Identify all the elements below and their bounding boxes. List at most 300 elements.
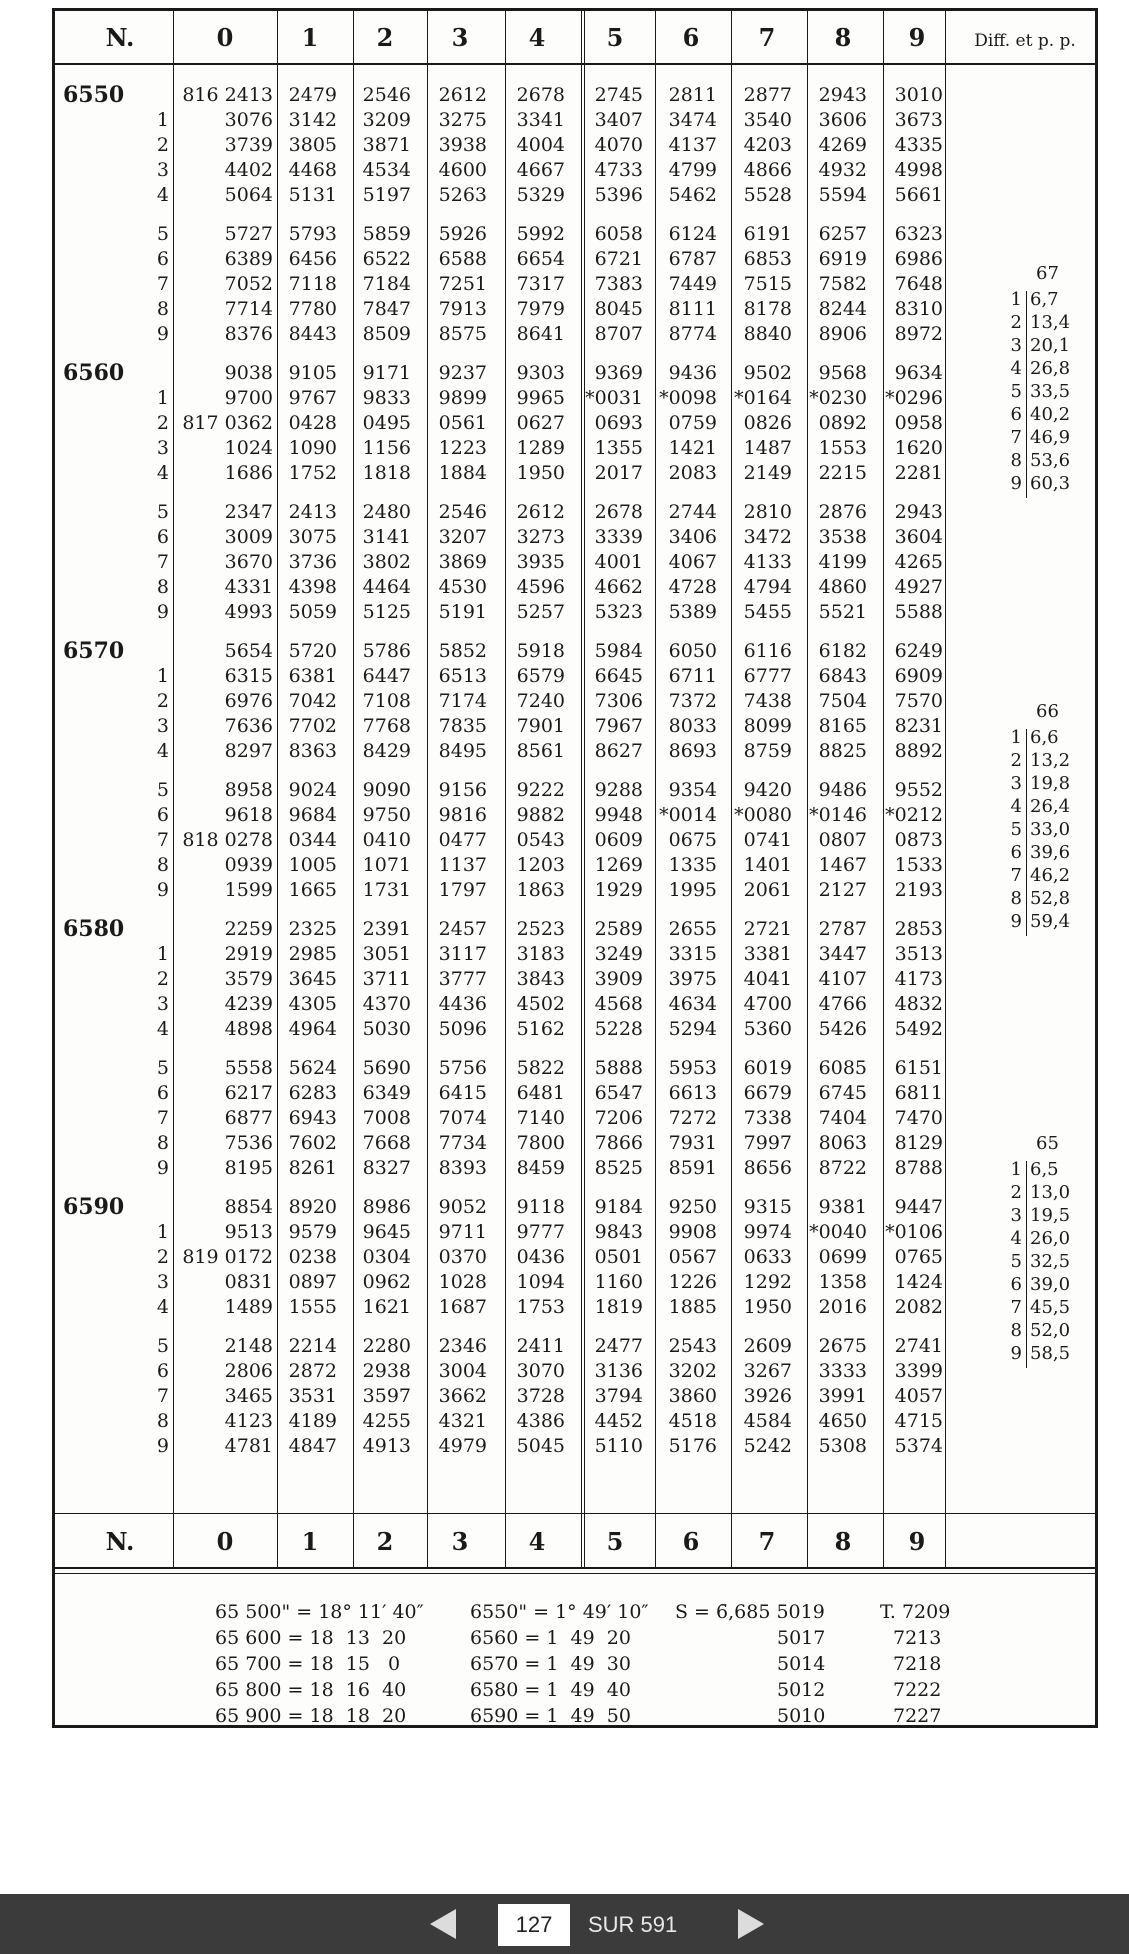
pp-line: [1000, 1181, 1095, 1204]
cell-5: 9184: [594, 1196, 643, 1218]
cell-7: 8099: [743, 715, 792, 737]
cell-0: 7052: [224, 273, 273, 295]
footer-s: 5012: [777, 1679, 826, 1701]
cell-3: 5191: [438, 601, 487, 623]
page-number-input[interactable]: 127: [498, 1904, 570, 1946]
cell-3: 5852: [438, 640, 487, 662]
cell-4: 2411: [516, 1335, 565, 1357]
cell-7: 8759: [743, 740, 792, 762]
cell-7: 5360: [743, 1018, 792, 1040]
pp-key: 6: [1010, 404, 1022, 425]
cell-6: 6050: [668, 640, 717, 662]
pp-line: [1000, 311, 1095, 334]
cell-9: 7570: [894, 690, 943, 712]
cell-2: 9645: [362, 1221, 411, 1243]
cell-3: 6513: [438, 665, 487, 687]
row-number: 3: [156, 993, 169, 1015]
cell-8: 8165: [818, 715, 867, 737]
cell-3: 4321: [438, 1410, 487, 1432]
cell-6: 9908: [668, 1221, 717, 1243]
pp-line: [1000, 1227, 1095, 1250]
cell-6: 6787: [668, 248, 717, 270]
cell-3: 8495: [438, 740, 487, 762]
cell-9: 6249: [894, 640, 943, 662]
cell-3: 9156: [438, 779, 487, 801]
column-footer: [55, 1515, 1095, 1567]
cell-0: 1024: [224, 437, 273, 459]
cell-1: 5793: [288, 223, 337, 245]
pp-line: [1000, 1250, 1095, 1273]
cell-8: 2943: [818, 84, 867, 106]
cell-2: 3871: [362, 134, 411, 156]
cell-4: 4667: [516, 159, 565, 181]
cell-3: 7174: [438, 690, 487, 712]
cell-8: 3991: [818, 1385, 867, 1407]
cell-8: 6745: [818, 1082, 867, 1104]
cell-7: 2609: [743, 1335, 792, 1357]
cell-9: 4998: [894, 159, 943, 181]
pp-key: 6: [1010, 1274, 1022, 1295]
cell-3: 3207: [438, 526, 487, 548]
cell-2: 7184: [362, 273, 411, 295]
cell-4: 9965: [516, 387, 565, 409]
cell-9: 3399: [894, 1360, 943, 1382]
cell-3: 1687: [438, 1296, 487, 1318]
cell-6: 5953: [668, 1057, 717, 1079]
header-col-9: 9: [908, 1527, 926, 1556]
cell-3: 4979: [438, 1435, 487, 1457]
cell-6: 7931: [668, 1132, 717, 1154]
cell-3: 5263: [438, 184, 487, 206]
cell-9: 2082: [894, 1296, 943, 1318]
header-col-4: 4: [528, 1527, 546, 1556]
cell-7: 3381: [743, 943, 792, 965]
cell-9: 8788: [894, 1157, 943, 1179]
cell-9: 7648: [894, 273, 943, 295]
cell-6: 4067: [668, 551, 717, 573]
cell-6: 7449: [668, 273, 717, 295]
footer-s: 5017: [777, 1627, 826, 1649]
next-page-icon[interactable]: [738, 1909, 764, 1939]
pp-bar: [1026, 1161, 1027, 1368]
footer-rule: [55, 1567, 1095, 1569]
cell-1: 3531: [288, 1385, 337, 1407]
cell-6: 7272: [668, 1107, 717, 1129]
cell-0: 3076: [224, 109, 273, 131]
pp-line: [1000, 795, 1095, 818]
footer-mid: 6590 = 1 49 50: [470, 1705, 631, 1727]
cell-2: 0962: [362, 1271, 411, 1293]
cell-9: 8972: [894, 323, 943, 345]
cell-4: 6654: [516, 248, 565, 270]
row-number: 5: [156, 779, 169, 801]
cell-3: 6415: [438, 1082, 487, 1104]
row-number: 4: [156, 740, 169, 762]
cell-1: 7042: [288, 690, 337, 712]
row-number: 1: [156, 943, 169, 965]
cell-9: 5588: [894, 601, 943, 623]
cell-6: 5389: [668, 601, 717, 623]
column-divider: [655, 11, 656, 1567]
cell-8: 4269: [818, 134, 867, 156]
cell-6: 1226: [668, 1271, 717, 1293]
cell-1: 8363: [288, 740, 337, 762]
cell-2: 8509: [362, 323, 411, 345]
cell-1: 6283: [288, 1082, 337, 1104]
cell-3: 4530: [438, 576, 487, 598]
row-number: 2: [156, 690, 169, 712]
cell-2: 5030: [362, 1018, 411, 1040]
cell-3: 3662: [438, 1385, 487, 1407]
cell-2: 4255: [362, 1410, 411, 1432]
pp-line: [1000, 749, 1095, 772]
cell-1: 3645: [288, 968, 337, 990]
row-number: 5: [156, 1335, 169, 1357]
footer-mid: 6570 = 1 49 30: [470, 1653, 631, 1675]
cell-1: 7780: [288, 298, 337, 320]
cell-5: 4070: [594, 134, 643, 156]
cell-5: 7967: [594, 715, 643, 737]
cell-0: 817 0362: [182, 412, 273, 434]
pp-key: 2: [1010, 312, 1022, 333]
cell-7: 6853: [743, 248, 792, 270]
cell-4: 9882: [516, 804, 565, 826]
cell-1: 1555: [288, 1296, 337, 1318]
row-number: 9: [156, 601, 169, 623]
cell-4: 2678: [516, 84, 565, 106]
cell-1: 1090: [288, 437, 337, 459]
cell-0: 2259: [224, 918, 273, 940]
row-number: 8: [156, 1410, 169, 1432]
cell-2: 3141: [362, 526, 411, 548]
cell-7: 4203: [743, 134, 792, 156]
cell-3: 9237: [438, 362, 487, 384]
cell-3: 0477: [438, 829, 487, 851]
cell-8: 9381: [818, 1196, 867, 1218]
cell-2: 1731: [362, 879, 411, 901]
header-rule: [55, 63, 1095, 65]
pp-line: [1000, 841, 1095, 864]
pp-key: 2: [1010, 1182, 1022, 1203]
cell-4: 4596: [516, 576, 565, 598]
cell-8: 5594: [818, 184, 867, 206]
cell-5: 4568: [594, 993, 643, 1015]
cell-1: 1665: [288, 879, 337, 901]
pp-line: [1000, 1273, 1095, 1296]
cell-1: 2413: [288, 501, 337, 523]
cell-8: 4860: [818, 576, 867, 598]
cell-2: 6522: [362, 248, 411, 270]
cell-9: 7470: [894, 1107, 943, 1129]
cell-0: 3465: [224, 1385, 273, 1407]
cell-9: 0873: [894, 829, 943, 851]
cell-7: 2149: [743, 462, 792, 484]
header-col-2: 2: [376, 1527, 394, 1556]
cell-1: 7702: [288, 715, 337, 737]
cell-5: 6645: [594, 665, 643, 687]
cell-6: 1995: [668, 879, 717, 901]
cell-9: 6151: [894, 1057, 943, 1079]
cell-3: 2546: [438, 501, 487, 523]
header-col-7: 7: [758, 23, 776, 52]
cell-1: 9105: [288, 362, 337, 384]
header-n: N.: [105, 23, 135, 52]
pp-value: 52,0: [1030, 1320, 1071, 1341]
cell-8: 8825: [818, 740, 867, 762]
cell-9: *0296: [885, 387, 943, 409]
cell-9: 8129: [894, 1132, 943, 1154]
row-number: 9: [156, 1435, 169, 1457]
cell-0: 6315: [224, 665, 273, 687]
footer-mid: 6550" = 1° 49′ 10″: [470, 1601, 649, 1623]
pp-line: [1000, 772, 1095, 795]
pp-line: [1000, 357, 1095, 380]
cell-0: 3670: [224, 551, 273, 573]
cell-5: 5228: [594, 1018, 643, 1040]
cell-2: 2480: [362, 501, 411, 523]
cell-2: 9090: [362, 779, 411, 801]
cell-8: 6182: [818, 640, 867, 662]
cell-1: 2872: [288, 1360, 337, 1382]
cell-6: 4137: [668, 134, 717, 156]
cell-5: 4733: [594, 159, 643, 181]
pp-key: 8: [1010, 888, 1022, 909]
row-number: 9: [156, 879, 169, 901]
cell-0: 4993: [224, 601, 273, 623]
footer-t: 7218: [893, 1653, 942, 1675]
header-col-0: 0: [216, 1527, 234, 1556]
cell-9: 9552: [894, 779, 943, 801]
cell-3: 6588: [438, 248, 487, 270]
cell-1: 5624: [288, 1057, 337, 1079]
cell-9: 9447: [894, 1196, 943, 1218]
cell-1: 8920: [288, 1196, 337, 1218]
cell-9: 1620: [894, 437, 943, 459]
cell-9: 1533: [894, 854, 943, 876]
pp-value: 40,2: [1030, 404, 1071, 425]
cell-1: 9684: [288, 804, 337, 826]
cell-0: 6389: [224, 248, 273, 270]
pp-value: 26,8: [1030, 358, 1071, 379]
cell-2: 7847: [362, 298, 411, 320]
cell-3: 3869: [438, 551, 487, 573]
cell-4: 4386: [516, 1410, 565, 1432]
cell-0: 818 0278: [182, 829, 273, 851]
column-divider: [277, 11, 278, 1567]
cell-0: 4239: [224, 993, 273, 1015]
cell-3: 3275: [438, 109, 487, 131]
cell-4: 7979: [516, 298, 565, 320]
row-number: 3: [156, 1271, 169, 1293]
cell-8: 2215: [818, 462, 867, 484]
cell-3: 9052: [438, 1196, 487, 1218]
cell-7: 4866: [743, 159, 792, 181]
pp-value: 58,5: [1030, 1343, 1071, 1364]
row-number: 7: [156, 1107, 169, 1129]
row-number: 2: [156, 134, 169, 156]
pp-key: 9: [1010, 1343, 1022, 1364]
row-number: 8: [156, 298, 169, 320]
footer-s: 5014: [777, 1653, 826, 1675]
cell-0: 8854: [224, 1196, 273, 1218]
cell-6: 2744: [668, 501, 717, 523]
cell-8: 2787: [818, 918, 867, 940]
row-number: 6560: [63, 360, 125, 386]
pp-key: 5: [1010, 381, 1022, 402]
cell-5: 3407: [594, 109, 643, 131]
pp-value: 13,0: [1030, 1182, 1071, 1203]
cell-8: 9486: [818, 779, 867, 801]
cell-0: 4781: [224, 1435, 273, 1457]
pp-line: [1000, 334, 1095, 357]
cell-8: 5308: [818, 1435, 867, 1457]
cell-5: 4662: [594, 576, 643, 598]
cell-2: 4913: [362, 1435, 411, 1457]
cell-6: 0675: [668, 829, 717, 851]
cell-7: 3926: [743, 1385, 792, 1407]
cell-9: 4927: [894, 576, 943, 598]
cell-8: 7404: [818, 1107, 867, 1129]
cell-7: *0164: [734, 387, 792, 409]
cell-0: 9618: [224, 804, 273, 826]
cell-5: 6058: [594, 223, 643, 245]
cell-3: 9816: [438, 804, 487, 826]
cell-1: 3736: [288, 551, 337, 573]
cell-7: 2877: [743, 84, 792, 106]
footer-t: T. 7209: [880, 1601, 951, 1623]
cell-2: 6349: [362, 1082, 411, 1104]
cell-2: 1818: [362, 462, 411, 484]
cell-6: 5176: [668, 1435, 717, 1457]
cell-8: 6843: [818, 665, 867, 687]
row-number: 6: [156, 526, 169, 548]
cell-6: 8693: [668, 740, 717, 762]
cell-0: 6976: [224, 690, 273, 712]
cell-1: 4189: [288, 1410, 337, 1432]
cell-8: 3333: [818, 1360, 867, 1382]
cell-5: 3909: [594, 968, 643, 990]
cell-6: 4518: [668, 1410, 717, 1432]
cell-7: 4794: [743, 576, 792, 598]
cell-1: 4964: [288, 1018, 337, 1040]
cell-5: 2589: [594, 918, 643, 940]
pp-line: [1000, 726, 1095, 749]
pp-value: 46,2: [1030, 865, 1071, 886]
row-number: 8: [156, 576, 169, 598]
cell-5: 0693: [594, 412, 643, 434]
pp-block-65: [1000, 1133, 1095, 1365]
cell-5: 7866: [594, 1132, 643, 1154]
cell-9: 1424: [894, 1271, 943, 1293]
row-number: 4: [156, 1018, 169, 1040]
cell-5: 1929: [594, 879, 643, 901]
pp-key: 8: [1010, 450, 1022, 471]
pp-key: 2: [1010, 750, 1022, 771]
cell-7: 2061: [743, 879, 792, 901]
cell-6: 1335: [668, 854, 717, 876]
cell-5: 9288: [594, 779, 643, 801]
header-col-3: 3: [451, 23, 469, 52]
cell-7: 0741: [743, 829, 792, 851]
cell-5: 5888: [594, 1057, 643, 1079]
pp-key: 9: [1010, 473, 1022, 494]
cell-5: 0609: [594, 829, 643, 851]
header-col-7: 7: [758, 1527, 776, 1556]
cell-3: 3938: [438, 134, 487, 156]
footer-s: S = 6̄,685 5019: [675, 1601, 825, 1623]
cell-0: 7536: [224, 1132, 273, 1154]
cell-0: 6877: [224, 1107, 273, 1129]
cell-5: 6721: [594, 248, 643, 270]
pp-head: 65: [1036, 1133, 1059, 1154]
row-number: 1: [156, 1221, 169, 1243]
cell-9: 3513: [894, 943, 943, 965]
cell-9: 4715: [894, 1410, 943, 1432]
cell-0: 0939: [224, 854, 273, 876]
row-number: 1: [156, 387, 169, 409]
cell-1: 0897: [288, 1271, 337, 1293]
cell-4: 5822: [516, 1057, 565, 1079]
cell-1: 8443: [288, 323, 337, 345]
cell-0: 7714: [224, 298, 273, 320]
cell-2: 8986: [362, 1196, 411, 1218]
cell-2: 1156: [362, 437, 411, 459]
cell-7: 2810: [743, 501, 792, 523]
cell-4: 7140: [516, 1107, 565, 1129]
cell-0: 816 2413: [182, 84, 273, 106]
cell-3: 9711: [438, 1221, 487, 1243]
cell-8: 8722: [818, 1157, 867, 1179]
pp-key: 7: [1010, 865, 1022, 886]
row-number: 4: [156, 462, 169, 484]
cell-0: 9513: [224, 1221, 273, 1243]
cell-4: 1950: [516, 462, 565, 484]
cell-1: 9767: [288, 387, 337, 409]
cell-3: 7734: [438, 1132, 487, 1154]
cell-9: *0106: [885, 1221, 943, 1243]
cell-2: 0304: [362, 1246, 411, 1268]
cell-8: 0807: [818, 829, 867, 851]
cell-9: 2193: [894, 879, 943, 901]
cell-4: 8459: [516, 1157, 565, 1179]
cell-1: 5720: [288, 640, 337, 662]
cell-7: 7997: [743, 1132, 792, 1154]
cell-3: 8393: [438, 1157, 487, 1179]
pp-block-66: [1000, 701, 1095, 933]
cell-7: 4041: [743, 968, 792, 990]
cell-7: 0633: [743, 1246, 792, 1268]
pp-block-67: [1000, 263, 1095, 495]
column-divider: [427, 11, 428, 1567]
cell-0: 5727: [224, 223, 273, 245]
cell-3: 4436: [438, 993, 487, 1015]
cell-0: 2347: [224, 501, 273, 523]
cell-8: 7504: [818, 690, 867, 712]
pp-key: 5: [1010, 1251, 1022, 1272]
cell-4: 3935: [516, 551, 565, 573]
cell-5: 3339: [594, 526, 643, 548]
cell-1: 0238: [288, 1246, 337, 1268]
footer-left: 65 600 = 18 13 20: [215, 1627, 407, 1649]
cell-9: 9634: [894, 362, 943, 384]
cell-2: 7668: [362, 1132, 411, 1154]
cell-7: 5455: [743, 601, 792, 623]
pp-bar: [1026, 729, 1027, 936]
cell-8: 5426: [818, 1018, 867, 1040]
cell-9: 3604: [894, 526, 943, 548]
pp-value: 32,5: [1030, 1251, 1071, 1272]
previous-page-icon[interactable]: [430, 1909, 456, 1939]
